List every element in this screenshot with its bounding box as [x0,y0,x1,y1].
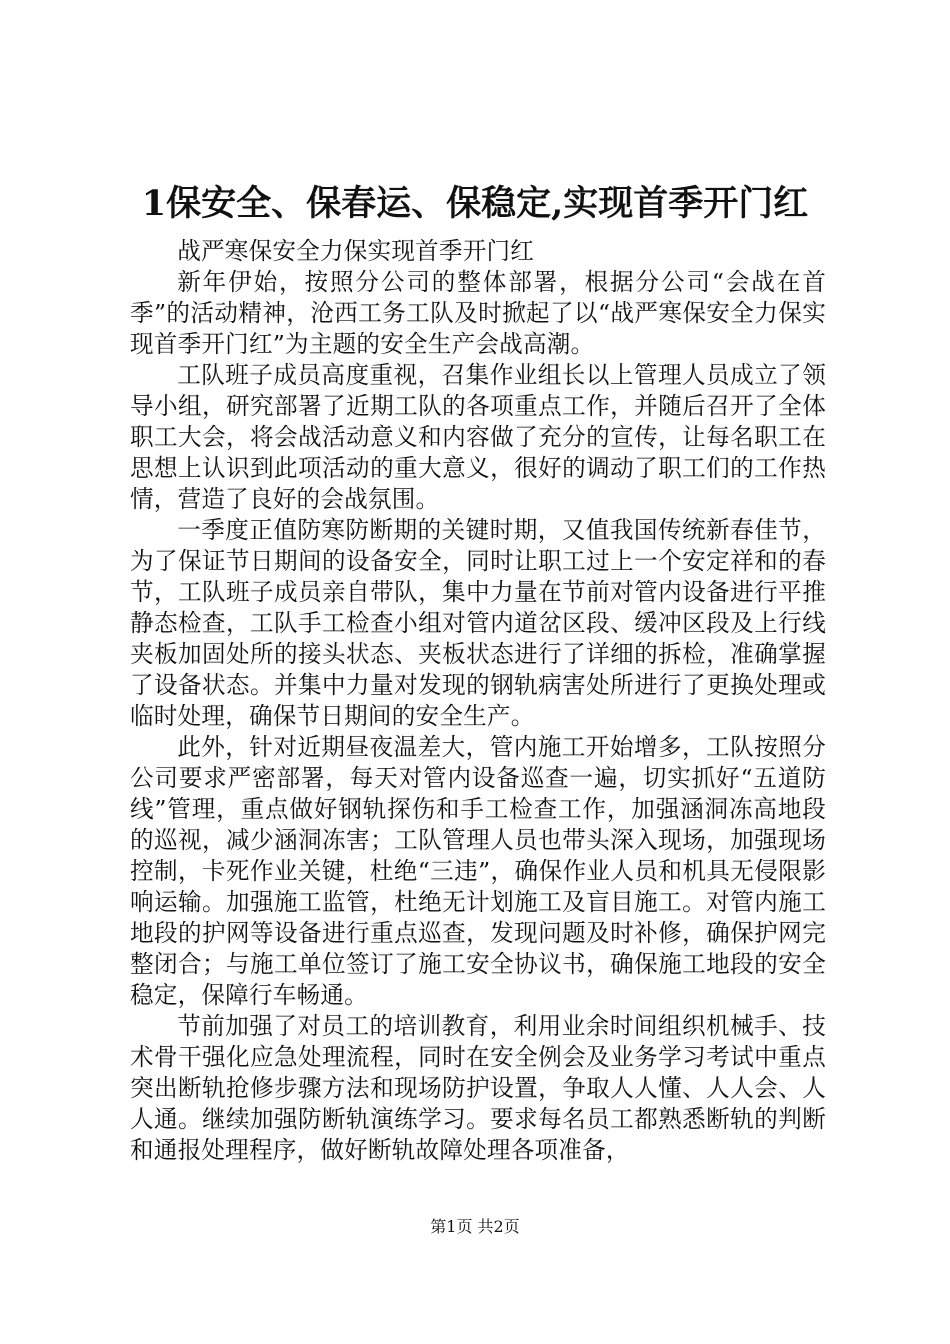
document-title: 1保安全、保春运、保稳定,实现首季开门红 [141,183,809,224]
paragraph: 新年伊始，按照分公司的整体部署，根据分公司“会战在首季”的活动精神，沧西工务工队及时掀起了以“战严寒保安全力保实现首季开门红”为主题的安全生产会战高潮。 [130,268,826,358]
page-number-footer: 第1页 共2页 [430,1217,520,1236]
paragraph: 此外，针对近期昼夜温差大，管内施工开始增多，工队按照分公司要求严密部署，每天对管内设备巡查一遍，切实抓好“五道防线”管理，重点做好钢轨探伤和手工检查工作，加强涵洞冻高地段的巡视，减少涵洞冻害；工队管理人员也带头深入现场，加强现场控制，卡死作业关键，杜绝“三违”，确保作业人员和机具无侵限影响运输。加强施工监管，杜绝无计划施工及盲目施工。对管内施工地段的护网等设备进行重点巡查，发现问题及时补修，确保护网完整闭合；与施工单位签订了施工安全协议书，确保施工地段的安全稳定，保障行车畅通。 [130,733,826,1009]
paragraph: 节前加强了对员工的培训教育，利用业余时间组织机械手、技术骨干强化应急处理流程，同时在安全例会及业务学习考试中重点突出断轨抢修步骤方法和现场防护设置，争取人人懂、人人会、人人通。继续加强防断轨演练学习。要求每名员工都熟悉断轨的判断和通报处理程序，做好断轨故障处理各项准备， [130,1012,826,1164]
document-body [130,236,826,1166]
paragraph: 工队班子成员高度重视，召集作业组长以上管理人员成立了领导小组，研究部署了近期工队的各项重点工作，并随后召开了全体职工大会，将会战活动意义和内容做了充分的宣传，让每名职工在思想上认识到此项活动的重大意义，很好的调动了职工们的工作热情，营造了良好的会战氛围。 [130,361,826,513]
paragraph-subtitle: 战严寒保安全力保实现首季开门红 [177,237,535,265]
paragraph: 一季度正值防寒防断期的关键时期，又值我国传统新春佳节，为了保证节日期间的设备安全，同时让职工过上一个安定祥和的春节，工队班子成员亲自带队，集中力量在节前对管内设备进行平推静态检查，工队手工检查小组对管内道岔区段、缓冲区段及上行线夹板加固处所的接头状态、夹板状态进行了详细的拆检，准确掌握了设备状态。并集中力量对发现的钢轨病害处所进行了更换处理或临时处理，确保节日期间的安全生产。 [130,516,826,730]
